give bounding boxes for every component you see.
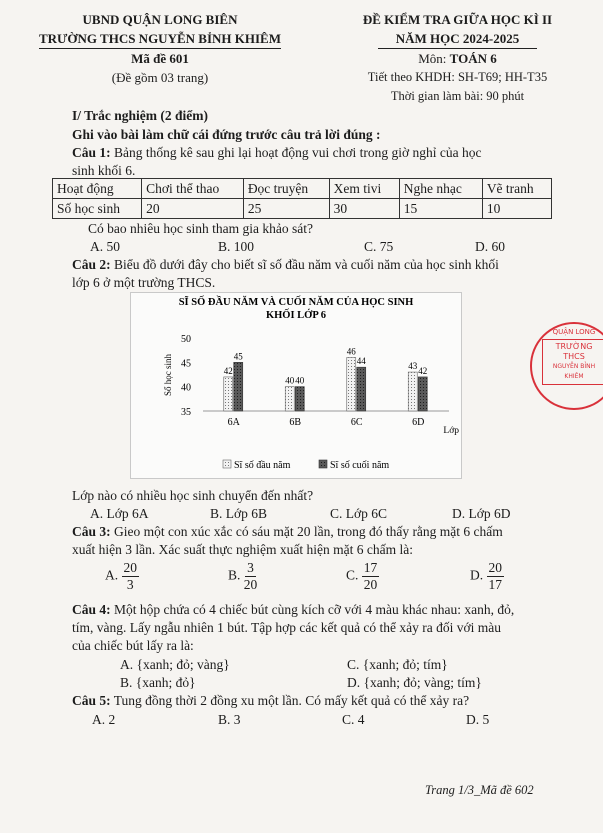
q2-option-b: B. Lớp 6B bbox=[210, 506, 268, 521]
q2-question: Lớp nào có nhiều học sinh chuyển đến nhất? bbox=[72, 488, 314, 503]
table-cell: 25 bbox=[243, 199, 329, 219]
q3-option-c bbox=[346, 560, 379, 593]
bar-chart bbox=[131, 293, 461, 478]
exam-time: Thời gian làm bài: 90 phút bbox=[390, 89, 525, 103]
legend-swatch-start bbox=[223, 460, 231, 468]
table-cell: Đọc truyện bbox=[243, 179, 329, 199]
bar-6D-start bbox=[408, 372, 417, 411]
bar-6B-start bbox=[285, 387, 294, 411]
stamp-line-2: THCS bbox=[563, 352, 585, 361]
fraction bbox=[122, 560, 140, 593]
numerator: 3 bbox=[247, 560, 254, 575]
legend-swatch-end bbox=[319, 460, 327, 468]
bar-6A-end bbox=[234, 362, 243, 411]
q5-option-d: D. 5 bbox=[466, 712, 490, 727]
q5-text bbox=[72, 691, 597, 710]
denominator: 20 bbox=[243, 577, 258, 592]
table-row bbox=[53, 179, 552, 199]
exam-code: Mã đề 601 bbox=[131, 51, 189, 66]
table-cell: Xem tivi bbox=[329, 179, 399, 199]
q4-option-b: B. {xanh; đỏ} bbox=[120, 675, 196, 690]
q2-text-2: lớp 6 ở một trường THCS. bbox=[72, 275, 216, 290]
bar-6C-end bbox=[357, 367, 366, 411]
q1-text bbox=[72, 143, 572, 162]
school-name: TRƯỜNG THCS NGUYỄN BỈNH KHIÊM bbox=[39, 29, 281, 49]
fraction bbox=[487, 560, 505, 593]
q5-stem: Tung đồng thời 2 đồng xu một lần. Có mấy kết quả có thể xảy ra? bbox=[110, 693, 470, 708]
denominator: 17 bbox=[488, 577, 502, 592]
data-label: 40 bbox=[295, 375, 305, 386]
subject-label: Môn: bbox=[418, 51, 450, 66]
y-tick-label: 50 bbox=[181, 334, 191, 345]
q4-label: Câu 4: bbox=[72, 602, 111, 617]
header-right bbox=[330, 10, 585, 106]
data-label: 45 bbox=[233, 351, 243, 362]
q2-option-c: C. Lớp 6C bbox=[330, 506, 388, 521]
x-tick-label: 6A bbox=[227, 417, 240, 428]
table-cell: Hoạt động bbox=[53, 179, 142, 199]
bar-6D-end bbox=[418, 377, 427, 411]
q1-text-2: sinh khối 6. bbox=[72, 163, 136, 178]
exam-title: ĐỀ KIỂM TRA GIỮA HỌC KÌ II bbox=[362, 12, 553, 27]
y-tick-label: 35 bbox=[181, 407, 191, 418]
numerator: 20 bbox=[488, 560, 502, 575]
table-cell: 15 bbox=[399, 199, 482, 219]
q4-text-2: tím, vàng. Lấy ngẫu nhiên 1 bút. Tập hợp các kết quả có thể xảy ra đối với màu bbox=[72, 620, 502, 635]
data-label: 42 bbox=[418, 365, 428, 376]
stamp-line-1: TRƯỜNG bbox=[555, 342, 593, 351]
y-tick-label: 45 bbox=[181, 358, 191, 370]
table-cell: Chơi thể thao bbox=[142, 179, 244, 199]
q3-text bbox=[72, 522, 597, 541]
y-axis-label: Số học sinh bbox=[163, 353, 173, 397]
table-cell: 20 bbox=[142, 199, 244, 219]
q1-table bbox=[52, 178, 552, 219]
q1-option-b: B. 100 bbox=[218, 239, 255, 254]
q3-text-2: xuất hiện 3 lần. Xác suất thực nghiệm xuất hiện mặt 6 chấm là: bbox=[72, 542, 413, 557]
bar-6C-start bbox=[347, 357, 356, 411]
q1-option-c: C. 75 bbox=[364, 239, 394, 254]
denominator: 3 bbox=[126, 577, 134, 592]
q4-option-c: C. {xanh; đỏ; tím} bbox=[347, 657, 448, 672]
x-tick-label: 6B bbox=[289, 417, 302, 428]
q5-label: Câu 5: bbox=[72, 693, 111, 708]
fraction bbox=[362, 560, 380, 593]
chart-title: SĨ SỐ ĐẦU NĂM VÀ CUỐI NĂM CỦA HỌC SINH bbox=[178, 297, 414, 308]
q4-option-d: D. {xanh; đỏ; vàng; tím} bbox=[347, 675, 482, 690]
section-instruction: Ghi vào bài làm chữ cái đứng trước câu trả lời đúng : bbox=[72, 127, 381, 142]
table-cell: Nghe nhạc bbox=[399, 179, 482, 199]
q1-option-a: A. 50 bbox=[90, 239, 120, 254]
q3-stem: Gieo một con xúc xắc có sáu mặt 20 lần, trong đó thấy rằng mặt 6 chấm bbox=[110, 524, 503, 539]
q1-label: Câu 1: bbox=[72, 145, 111, 160]
q2-text bbox=[72, 255, 592, 274]
y-tick-label: 40 bbox=[181, 382, 191, 394]
data-label: 42 bbox=[223, 365, 233, 376]
data-label: 46 bbox=[346, 346, 356, 357]
q1-question: Có bao nhiêu học sinh tham gia khảo sát? bbox=[88, 221, 313, 236]
q4-stem: Một hộp chứa có 4 chiếc bút cùng kích cỡ với 4 màu khác nhau: xanh, đỏ, bbox=[110, 602, 515, 617]
bar-6B-end bbox=[295, 387, 304, 411]
subject: TOÁN 6 bbox=[449, 51, 497, 66]
data-label: 43 bbox=[408, 361, 418, 372]
q1-stem: Bảng thống kê sau ghi lại hoạt động vui chơi trong giờ nghỉ của học bbox=[110, 145, 482, 160]
section-title: I/ Trắc nghiệm (2 điểm) bbox=[72, 108, 208, 123]
q3-option-a bbox=[105, 560, 139, 593]
table-cell: Số học sinh bbox=[53, 199, 142, 219]
q4-option-a: A. {xanh; đỏ; vàng} bbox=[120, 657, 230, 672]
x-tick-label: 6C bbox=[350, 417, 363, 428]
q2-option-d: D. Lớp 6D bbox=[452, 506, 511, 521]
q5-option-c: C. 4 bbox=[342, 712, 365, 727]
q4-text bbox=[72, 600, 597, 619]
option-letter: B. bbox=[228, 567, 241, 583]
legend-label-end: Sĩ số cuối năm bbox=[330, 460, 390, 471]
data-label: 40 bbox=[285, 375, 295, 386]
chart-title-2: KHỐI LỚP 6 bbox=[265, 310, 327, 321]
q5-option-a: A. 2 bbox=[92, 712, 116, 727]
denominator: 20 bbox=[363, 577, 378, 592]
numerator: 20 bbox=[123, 560, 137, 575]
periods: Tiết theo KHDH: SH-T69; HH-T35 bbox=[367, 70, 548, 84]
numerator: 17 bbox=[363, 560, 378, 575]
legend-label-start: Sĩ số đầu năm bbox=[234, 460, 291, 471]
page-footer: Trang 1/3_Mã đề 602 bbox=[425, 783, 534, 797]
option-letter: A. bbox=[105, 567, 119, 583]
option-letter: D. bbox=[470, 567, 484, 583]
table-row bbox=[53, 199, 552, 219]
school-stamp bbox=[530, 322, 603, 410]
q2-option-a: A. Lớp 6A bbox=[90, 506, 149, 521]
x-axis-label: Lớp bbox=[443, 426, 459, 436]
stamp-ring-text: QUẬN LONG bbox=[552, 328, 596, 336]
chart-panel bbox=[130, 292, 462, 479]
q3-option-d bbox=[470, 560, 504, 593]
q1-option-d: D. 60 bbox=[475, 239, 505, 254]
q2-stem: Biểu đồ dưới đây cho biết sĩ số đầu năm và cuối năm của học sinh khối bbox=[110, 257, 499, 272]
school-year: NĂM HỌC 2024-2025 bbox=[378, 29, 538, 49]
x-tick-label: 6D bbox=[412, 417, 425, 428]
page-count: (Đề gồm 03 trang) bbox=[111, 70, 209, 85]
q3-option-b bbox=[228, 560, 257, 593]
data-label: 44 bbox=[356, 356, 366, 367]
table-cell: 10 bbox=[482, 199, 551, 219]
q4-text-3: của chiếc bút lấy ra là: bbox=[72, 638, 194, 653]
q3-label: Câu 3: bbox=[72, 524, 111, 539]
stamp-line-3: NGUYỄN BỈNH KHIÊM bbox=[552, 363, 596, 380]
q5-option-b: B. 3 bbox=[218, 712, 241, 727]
q2-label: Câu 2: bbox=[72, 257, 111, 272]
fraction bbox=[244, 560, 258, 593]
table-cell: 30 bbox=[329, 199, 399, 219]
bar-6A-start bbox=[224, 377, 233, 411]
option-letter: C. bbox=[346, 567, 359, 583]
header-left bbox=[20, 10, 300, 87]
table-cell: Vẽ tranh bbox=[482, 179, 551, 199]
department-name: UBND QUẬN LONG BIÊN bbox=[82, 12, 238, 27]
